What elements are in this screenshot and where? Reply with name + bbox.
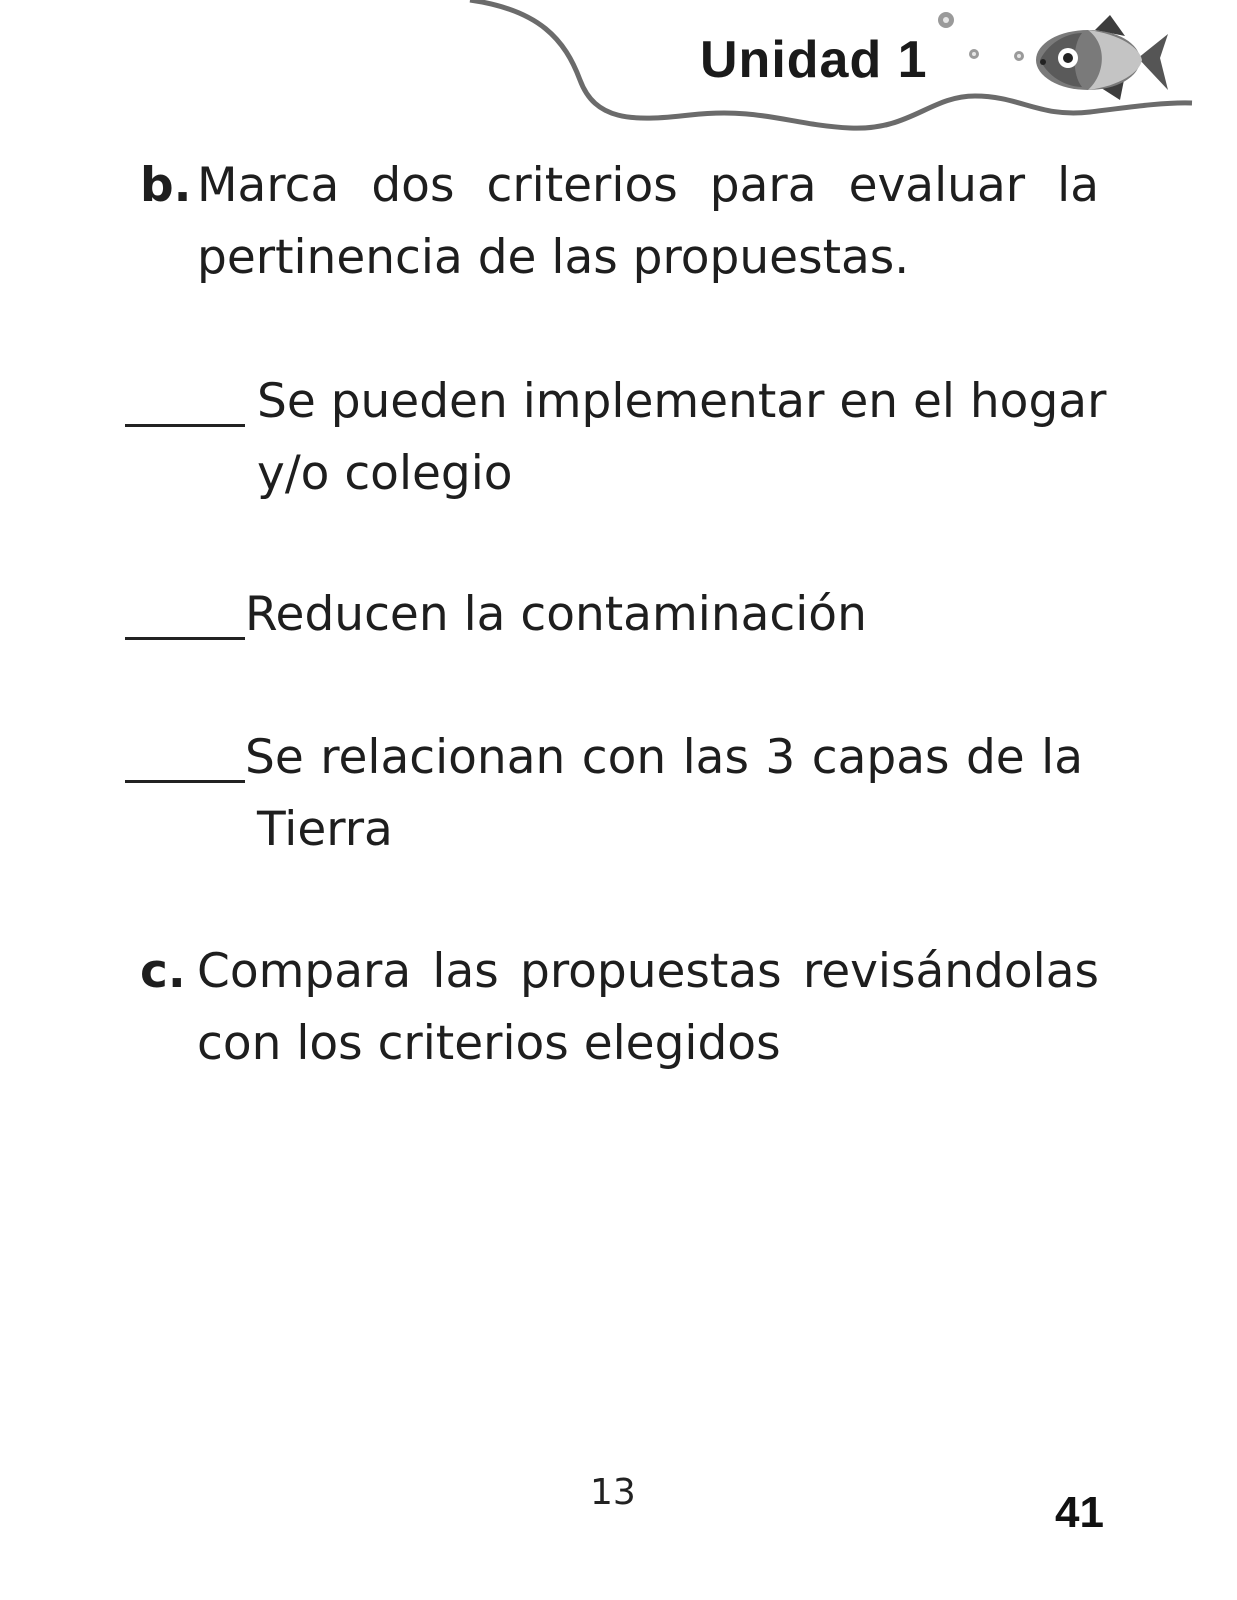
option-3-text-line-2: Tierra bbox=[257, 802, 393, 857]
option-2 bbox=[0, 579, 1237, 659]
option-3-text-line-1: Se relacionan con las 3 capas de la bbox=[245, 730, 1083, 785]
bubbles bbox=[938, 12, 1024, 61]
option-1 bbox=[0, 366, 1237, 516]
answer-blank-1[interactable] bbox=[125, 424, 245, 427]
item-b-text-line-2: pertinencia de las propuestas. bbox=[197, 230, 910, 285]
item-c-text-line-1: Compara las propuestas revisándolas bbox=[197, 944, 1099, 999]
option-1-text-line-1: Se pueden implementar en el hogar bbox=[257, 374, 1107, 429]
option-3 bbox=[0, 722, 1237, 872]
center-page-number: 13 bbox=[590, 1472, 636, 1513]
item-c bbox=[0, 936, 1237, 1086]
answer-blank-3[interactable] bbox=[125, 780, 245, 783]
corner-page-number: 41 bbox=[1055, 1488, 1104, 1537]
item-c-text-line-2: con los criterios elegidos bbox=[197, 1016, 781, 1071]
answer-blank-2[interactable] bbox=[125, 637, 245, 640]
option-1-text-line-2: y/o colegio bbox=[257, 446, 513, 501]
header-decoration bbox=[0, 0, 1237, 150]
fish-icon bbox=[1036, 15, 1168, 100]
item-c-label: c. bbox=[140, 944, 186, 999]
item-b-label: b. bbox=[140, 158, 192, 213]
unit-title: Unidad 1 bbox=[700, 31, 928, 89]
item-b bbox=[0, 150, 1237, 300]
item-b-text-line-1: Marca dos criterios para evaluar la bbox=[197, 158, 1099, 213]
option-2-text: Reducen la contaminación bbox=[245, 587, 867, 642]
